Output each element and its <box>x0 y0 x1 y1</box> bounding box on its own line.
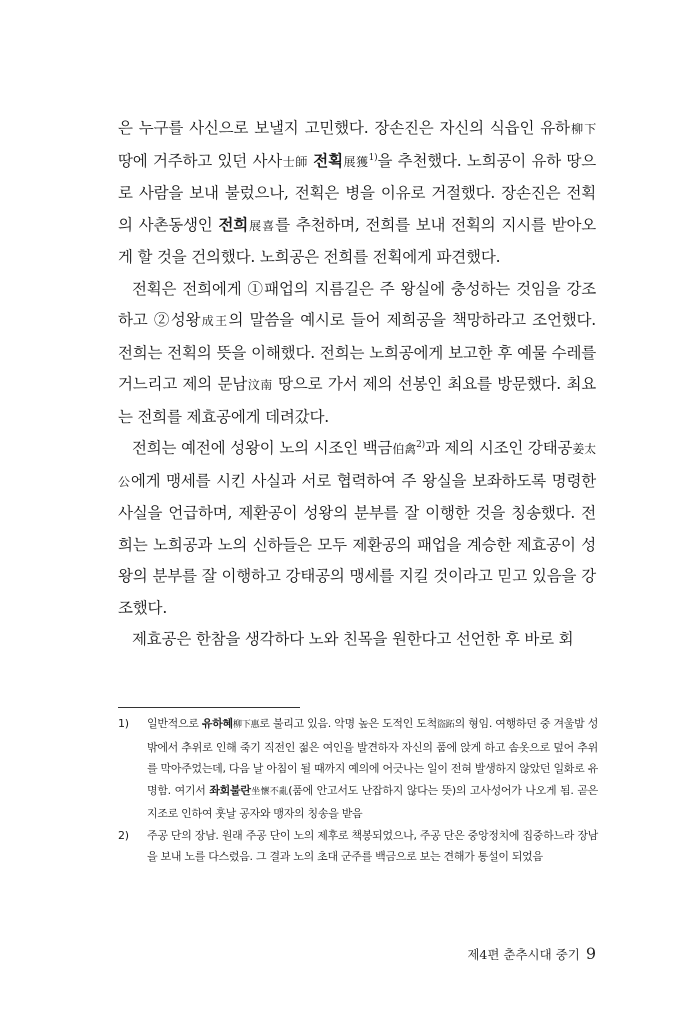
paragraph-4: 제효공은 한참을 생각하다 노와 친목을 원한다고 선언한 후 바로 회 <box>132 630 574 648</box>
hanja-annotation: 姜太公 <box>118 442 596 489</box>
paragraph-1: 은 누구를 사신으로 보낼지 고민했다. 장손진은 자신의 식읍인 유하柳下 땅에 거주하고 있던 사사士師 전획展獲$^{1)}$을 추천했다. 노희공이 유하 땅으로 사람을 보내 불렀으나, 전획은 병을 이유로 거절했다. 장손진은 전획의 사촌동생인 전희展喜를 추천하며, 전희를 보내 전획의 지시를 받아오게 할 것을 건의했다. 노희공은 전희를 전획에게 파견했다. <box>118 119 597 266</box>
bold-name: 유하혜 <box>201 717 233 730</box>
running-title: 제4편 춘추시대 중기 <box>467 947 580 962</box>
paragraph-2: 전획은 전희에게 ①패업의 지름길은 주 왕실에 충성하는 것임을 강조하고 ②성왕成王의 말씀을 예시로 들어 제희공을 책망하라고 조언했다. 전희는 전획의 뜻을 이해했다. 전희는 노희공에게 보고한 후 예물 수레를 거느리고 제의 문남汶南 땅으로 가서 제의 선봉인 최요를 방문했다. 최요는 전희를 제효공에게 데려갔다. <box>118 279 596 426</box>
footnotes <box>118 713 598 868</box>
footnote-divider <box>118 707 300 708</box>
footnote-number: 1) <box>118 717 129 730</box>
hanja-annotation: 展獲 <box>342 154 369 169</box>
hanja-annotation: 汶南 <box>247 378 273 392</box>
bold-name: 전획 <box>313 151 343 170</box>
page-footer <box>467 944 596 963</box>
hanja-annotation: 伯禽 <box>392 442 417 456</box>
hanja-annotation: 士師 <box>282 154 308 169</box>
footnote-text: 주공 단의 장남. 원래 주공 단이 노의 제후로 책봉되었으나, 주공 단은 중앙정치에 집중하느라 장남을 보내 노를 다스렸음. 그 결과 노의 초대 군주를 백금으로 보는 견해가 통설이 되었음 <box>147 828 598 863</box>
hanja-annotation: 柳下 <box>569 122 596 136</box>
footnote-ref: 2) <box>416 439 425 450</box>
hanja-annotation: 柳下惠 <box>232 720 260 730</box>
footnote-number: 2) <box>118 828 129 842</box>
bold-term: 좌회불란 <box>209 783 251 797</box>
hanja-annotation: 成王 <box>200 314 229 328</box>
bold-name: 전희 <box>218 215 248 234</box>
hanja-annotation: 展喜 <box>248 218 276 233</box>
body-text <box>118 113 596 656</box>
footnote-2 <box>118 825 598 868</box>
footnote-1 <box>118 713 598 825</box>
hanja-annotation: 坐懷不亂 <box>250 786 289 797</box>
page-number: 9 <box>585 944 596 963</box>
footnote-ref: 1) <box>368 152 378 163</box>
footnote-text: 일반적으로 유하혜柳下惠로 불리고 있음. 악명 높은 도적인 도척盜跖의 형임. 여행하던 중 겨울밤 성 밖에서 추위로 인해 죽기 직전인 젊은 여인을 발견하자 자신의 품에 앉게 하고 솜옷으로 덮어 추위를 막아주었는데, 다음 날 아침이 될 때까지 예의에 어긋나는 일이 전혀 발생하지 않았던 일화로 유명함. 여기서 좌회불란坐懷不亂(품에 안고서도 난잡하지 않다는 뜻)의 고사성어가 나오게 됨. 곧은 지조로 인하여 훗날 공자와 맹자의 칭송을 받음 <box>147 717 599 820</box>
paragraph-3: 전희는 예전에 성왕이 노의 시조인 백금伯禽$^{2)}$과 제의 시조인 강태공姜太公에게 맹세를 시킨 사실과 서로 협력하여 주 왕실을 보좌하도록 명령한 사실을 언급하며, 제환공이 성왕의 분부를 잘 이행한 것을 칭송했다. 전희는 노희공과 노의 신하들은 모두 제환공의 패업을 계승한 제효공이 성왕의 분부를 잘 이행하고 강태공의 맹세를 지킬 것이라고 믿고 있음을 강조했다. <box>118 439 596 617</box>
hanja-annotation: 盜跖 <box>436 720 455 730</box>
